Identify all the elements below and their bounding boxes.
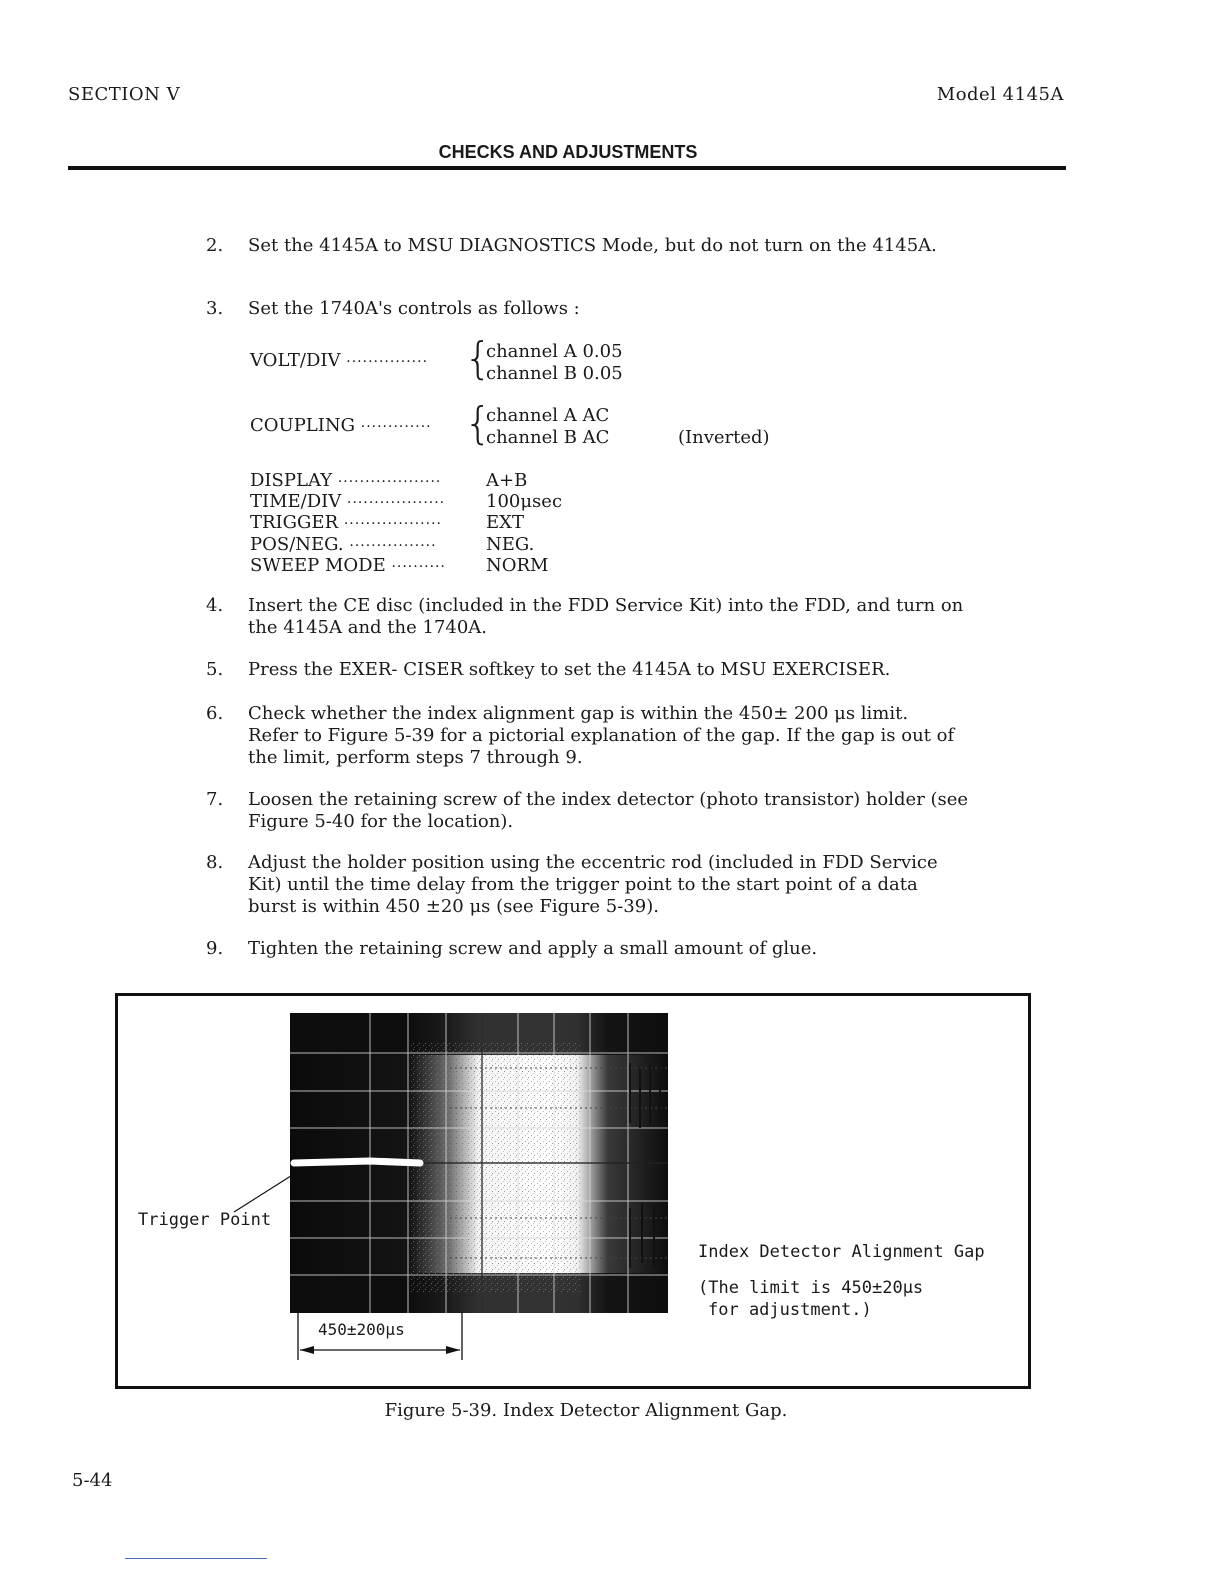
- setting-value: channel A AC: [486, 405, 610, 426]
- leader-dots: ···············: [346, 354, 429, 370]
- setting-pos-neg: [250, 534, 437, 558]
- step-text: burst is within 450 ±20 μs (see Figure 5-39).: [248, 896, 659, 917]
- step-number: 2.: [206, 235, 224, 256]
- step-number: 6.: [206, 703, 224, 724]
- setting-note: (Inverted): [678, 427, 770, 448]
- step-text: Kit) until the time delay from the trigger point to the start point of a data: [248, 874, 918, 895]
- setting-value: 100μsec: [486, 491, 563, 512]
- step-text: the 4145A and the 1740A.: [248, 617, 488, 638]
- setting-sweep-mode: [250, 555, 446, 579]
- setting-value: NORM: [486, 555, 549, 576]
- footer-divider: [125, 1558, 267, 1559]
- setting-label: POS/NEG.: [250, 534, 344, 555]
- setting-value: A+B: [486, 470, 528, 491]
- step-number: 5.: [206, 659, 224, 680]
- step-text: Insert the CE disc (included in the FDD Service Kit) into the FDD, and turn on: [248, 595, 964, 616]
- step-number: 9.: [206, 938, 224, 959]
- step-text: the limit, perform steps 7 through 9.: [248, 747, 583, 768]
- brace-icon: {: [464, 333, 492, 384]
- brace-icon: {: [464, 398, 492, 449]
- page-number: 5-44: [72, 1470, 113, 1491]
- setting-value: channel B 0.05: [486, 363, 623, 384]
- limit-note-line: (The limit is 450±20μs: [698, 1278, 924, 1298]
- setting-value: channel A 0.05: [486, 341, 623, 362]
- step-text: Press the EXER- CISER softkey to set the 4145A to MSU EXERCISER.: [248, 659, 891, 680]
- setting-trigger: [250, 512, 442, 536]
- section-label: SECTION V: [68, 84, 181, 105]
- setting-value: channel B AC: [486, 427, 610, 448]
- step-number: 3.: [206, 298, 224, 319]
- step-text: Loosen the retaining screw of the index detector (photo transistor) holder (see: [248, 789, 969, 810]
- setting-label: VOLT/DIV: [250, 350, 341, 371]
- trigger-point-label: Trigger Point: [138, 1210, 272, 1230]
- setting-value: NEG.: [486, 534, 535, 555]
- step-number: 8.: [206, 852, 224, 873]
- gap-label: Index Detector Alignment Gap: [698, 1242, 985, 1262]
- leader-dots: ··················: [343, 516, 442, 532]
- leader-dots: ··················: [347, 495, 446, 511]
- leader-dots: ···················: [337, 474, 442, 490]
- step-number: 4.: [206, 595, 224, 616]
- setting-label: SWEEP MODE: [250, 555, 386, 576]
- step-number: 7.: [206, 789, 224, 810]
- oscilloscope-photo: [290, 1013, 668, 1313]
- step-text: Refer to Figure 5-39 for a pictorial explanation of the gap. If the gap is out of: [248, 725, 955, 746]
- setting-display: [250, 470, 441, 494]
- step-text: Adjust the holder position using the eccentric rod (included in FDD Service: [248, 852, 938, 873]
- header-rule: [68, 166, 1066, 170]
- leader-dots: ··········: [391, 559, 446, 575]
- model-label: Model 4145A: [936, 84, 1064, 105]
- dimension-label: 450±200μs: [318, 1320, 405, 1339]
- leader-dots: ·············: [360, 419, 432, 435]
- step-text: Set the 4145A to MSU DIAGNOSTICS Mode, but do not turn on the 4145A.: [248, 235, 937, 256]
- setting-value: EXT: [486, 512, 524, 533]
- setting-label: TRIGGER: [250, 512, 339, 533]
- setting-time-div: [250, 491, 445, 515]
- step-text: Set the 1740A's controls as follows :: [248, 298, 580, 319]
- setting-label: TIME/DIV: [250, 491, 342, 512]
- limit-note-line: for adjustment.): [708, 1300, 872, 1320]
- settings-block: [250, 333, 810, 580]
- page-title: CHECKS AND ADJUSTMENTS: [438, 142, 698, 162]
- step-text: Check whether the index alignment gap is within the 450± 200 μs limit.: [248, 703, 909, 724]
- leader-dots: ················: [349, 538, 437, 554]
- figure-caption: Figure 5-39. Index Detector Alignment Gap.: [384, 1400, 788, 1421]
- step-text: Tighten the retaining screw and apply a small amount of glue.: [248, 938, 818, 959]
- setting-coupling: [250, 415, 432, 439]
- setting-label: COUPLING: [250, 415, 356, 436]
- step-text: Figure 5-40 for the location).: [248, 811, 514, 832]
- setting-volt-div: [250, 350, 428, 374]
- setting-label: DISPLAY: [250, 470, 333, 491]
